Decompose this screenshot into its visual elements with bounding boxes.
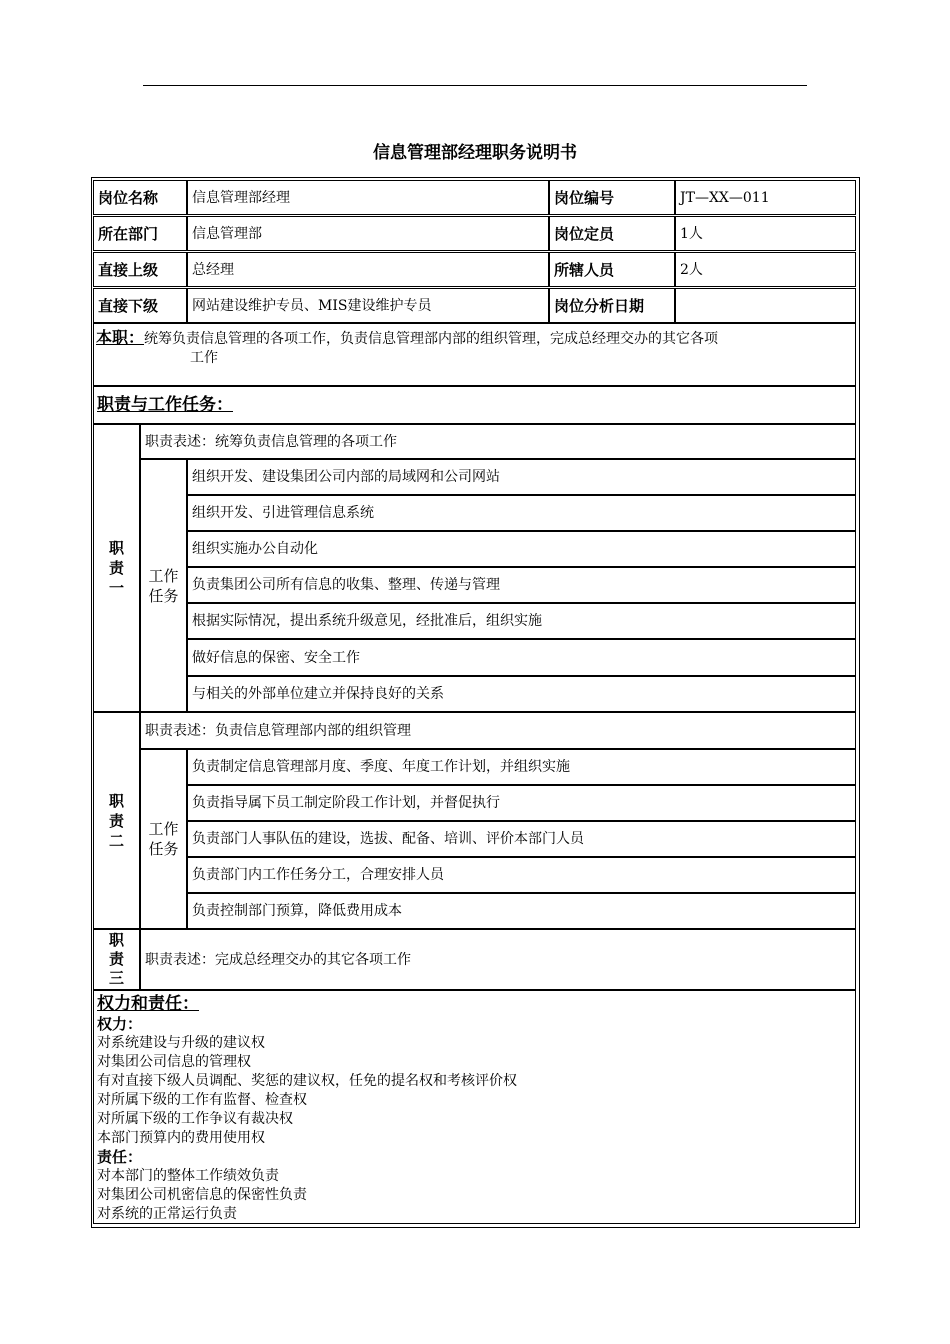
value-department: 信息管理部 bbox=[187, 216, 549, 251]
duty1-statement: 职责表述：统筹负责信息管理的各项工作 bbox=[140, 424, 856, 459]
duty1-label: 职 责 一 bbox=[93, 424, 140, 712]
power-item: 本部门预算内的费用使用权 bbox=[97, 1130, 265, 1146]
authority-cell bbox=[93, 990, 856, 1224]
duty1-task-3: 组织实施办公自动化 bbox=[187, 531, 856, 567]
duty2-task-5: 负责控制部门预算，降低费用成本 bbox=[187, 893, 856, 929]
value-position-code: JT—XX—011 bbox=[675, 180, 856, 215]
duty3-label: 职 责 三 bbox=[93, 929, 140, 990]
duty1-task-7: 与相关的外部单位建立并保持良好的关系 bbox=[187, 676, 856, 712]
mission-label: 本职： bbox=[96, 328, 145, 347]
value-direct-superior: 总经理 bbox=[187, 252, 549, 287]
power-item: 对系统建设与升级的建议权 bbox=[97, 1035, 265, 1051]
mission-text-line2: 工作 bbox=[190, 350, 218, 366]
duty2-label: 职 责 二 bbox=[93, 712, 140, 929]
power-item: 对集团公司信息的管理权 bbox=[97, 1054, 251, 1070]
duty2-task-label: 工作 任务 bbox=[140, 749, 187, 929]
power-item: 对所属下级的工作有监督、检查权 bbox=[97, 1092, 307, 1108]
label-subordinates-count: 所辖人员 bbox=[549, 252, 675, 287]
duty2-task-4: 负责部门内工作任务分工，合理安排人员 bbox=[187, 857, 856, 893]
duty1-task-2: 组织开发、引进管理信息系统 bbox=[187, 495, 856, 531]
value-direct-subordinates: 网站建设维护专员、MIS建设维护专员 bbox=[187, 288, 549, 323]
label-analysis-date: 岗位分析日期 bbox=[549, 288, 675, 323]
header-rule bbox=[143, 85, 807, 86]
power-item: 有对直接下级人员调配、奖惩的建议权，任免的提名权和考核评价权 bbox=[97, 1073, 517, 1089]
duty2-task-1: 负责制定信息管理部月度、季度、年度工作计划，并组织实施 bbox=[187, 749, 856, 785]
powers-label: 权力： bbox=[97, 1015, 143, 1033]
duty3-statement: 职责表述：完成总经理交办的其它各项工作 bbox=[140, 929, 856, 990]
label-direct-subordinates: 直接下级 bbox=[93, 288, 187, 323]
label-department: 所在部门 bbox=[93, 216, 187, 251]
mission-text-line1: 统筹负责信息管理的各项工作，负责信息管理部内部的组织管理，完成总经理交办的其它各项 bbox=[144, 331, 719, 347]
label-direct-superior: 直接上级 bbox=[93, 252, 187, 287]
duty1-task-6: 做好信息的保密、安全工作 bbox=[187, 639, 856, 676]
value-headcount: 1人 bbox=[675, 216, 856, 251]
label-position-name: 岗位名称 bbox=[93, 180, 187, 215]
responsibility-item: 对本部门的整体工作绩效负责 bbox=[97, 1168, 279, 1184]
label-headcount: 岗位定员 bbox=[549, 216, 675, 251]
duty1-task-5: 根据实际情况，提出系统升级意见，经批准后，组织实施 bbox=[187, 603, 856, 639]
duty2-task-3: 负责部门人事队伍的建设，选拔、配备、培训、评价本部门人员 bbox=[187, 821, 856, 857]
authority-heading: 权力和责任： bbox=[97, 994, 199, 1014]
duty1-task-4: 负责集团公司所有信息的收集、整理、传递与管理 bbox=[187, 567, 856, 603]
responsibility-item: 对系统的正常运行负责 bbox=[97, 1206, 237, 1222]
power-item: 对所属下级的工作争议有裁决权 bbox=[97, 1111, 293, 1127]
responsibilities-label: 责任： bbox=[97, 1148, 143, 1166]
value-subordinates-count: 2人 bbox=[675, 252, 856, 287]
document-title: 信息管理部经理职务说明书 bbox=[373, 143, 577, 163]
responsibility-item: 对集团公司机密信息的保密性负责 bbox=[97, 1187, 307, 1203]
duties-heading-cell bbox=[93, 386, 856, 424]
duty1-task-1: 组织开发、建设集团公司内部的局域网和公司网站 bbox=[187, 459, 856, 495]
value-position-name: 信息管理部经理 bbox=[187, 180, 549, 215]
duties-heading: 职责与工作任务： bbox=[97, 395, 233, 415]
duty1-task-label: 工作 任务 bbox=[140, 459, 187, 712]
label-position-code: 岗位编号 bbox=[549, 180, 675, 215]
value-analysis-date bbox=[675, 288, 856, 323]
mission-cell bbox=[93, 323, 856, 386]
duty2-statement: 职责表述：负责信息管理部内部的组织管理 bbox=[140, 712, 856, 749]
duty2-task-2: 负责指导属下员工制定阶段工作计划，并督促执行 bbox=[187, 785, 856, 821]
